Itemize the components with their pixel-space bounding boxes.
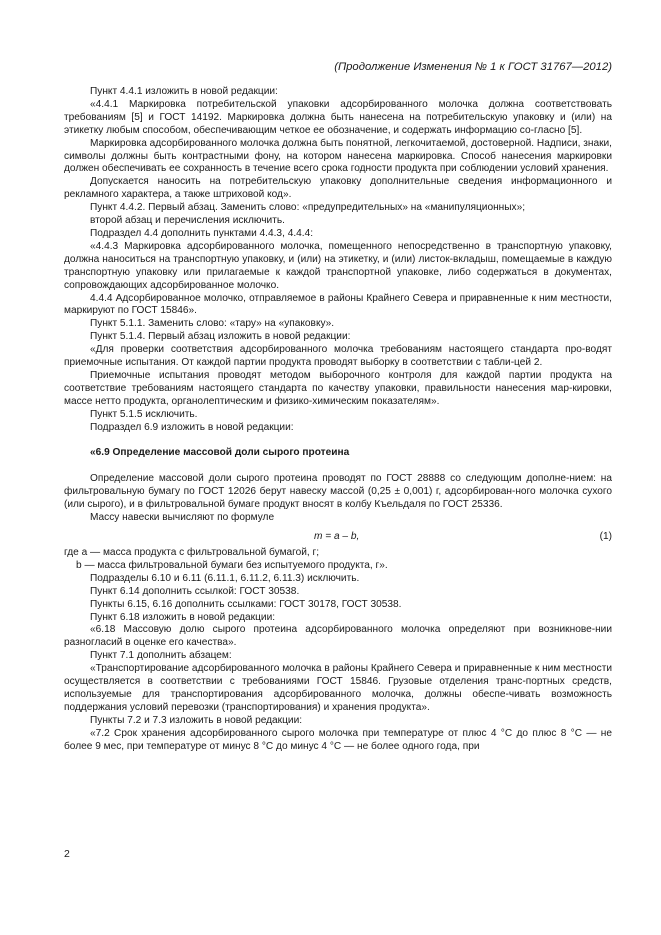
paragraph: Подразделы 6.10 и 6.11 (6.11.1, 6.11.2, 6.11.3) исключить.: [90, 572, 360, 584]
paragraph: 4.4.4 Адсорбированное молочко, отправляемое в районы Крайнего Севера и приравненные к ним местности, маркируют по ГОСТ 15846».: [64, 292, 612, 317]
paragraph: Пункт 6.14 дополнить ссылкой: ГОСТ 30538.: [90, 585, 300, 597]
paragraph: Пункты 6.15, 6.16 дополнить ссылками: ГОСТ 30178, ГОСТ 30538.: [90, 598, 402, 610]
paragraph: Пункт 7.1 дополнить абзацем:: [90, 650, 232, 662]
formula: [64, 531, 612, 545]
paragraph: Пункт 5.1.4. Первый абзац изложить в новой редакции:: [90, 331, 351, 343]
paragraph: Подраздел 6.9 изложить в новой редакции:: [90, 421, 294, 433]
formula-legend: b — масса фильтровальной бумаги без испытуемого продукта, г».: [76, 559, 388, 571]
spacer: [64, 460, 612, 473]
spacer: [64, 434, 612, 447]
paragraph: Пункт 4.4.1 изложить в новой редакции:: [90, 86, 278, 97]
paragraph: Массу навески вычисляют по формуле: [90, 512, 275, 524]
paragraph: Пункт 5.1.1. Заменить слово: «тару» на «упаковку».: [90, 318, 335, 330]
document-body: [64, 86, 612, 754]
paragraph: Пункт 4.4.2. Первый абзац. Заменить слово: «предупредительных» на «манипуляционных»;: [90, 202, 526, 214]
paragraph: Маркировка адсорбированного молочка должна быть понятной, легкочитаемой, достоверной. Надписи, знаки, символы должны быть контрастными фону, на котором нанесена маркировка. Способ нанесения маркировки должен обеспечивать ее сохранность в течение всего срока годности продукта при соблюдении условий хранения.: [64, 137, 612, 175]
section-heading: «6.9 Определение массовой доли сырого протеина: [90, 447, 350, 459]
formula-legend: где a — масса продукта с фильтровальной бумагой, г;: [64, 547, 320, 558]
paragraph: «Для проверки соответствия адсорбированного молочка требованиям настоящего стандарта про-водят приемочные испытания. От каждой партии продукта проводят выборку в соответствии с табли-цей 2.: [64, 344, 612, 369]
paragraph: «7.2 Срок хранения адсорбированного сырого молочка при температуре от плюс 4 °С до плюс 8 °С — не более 9 мес, при температуре от минус 8 °С до минус 4 °С — не более одного года, при: [64, 727, 612, 752]
paragraph: Приемочные испытания проводят методом выборочного контроля для каждой партии продукта на соответствие требованиям настоящего стандарта по качеству упаковки, правильности нанесения мар-кировки, массе нетто продукта, органолептическим и физико-химическим показателям».: [64, 369, 612, 407]
paragraph: «Транспортирование адсорбированного молочка в районы Крайнего Севера и приравненные к ним местности осуществляется в соответствии с требованиями ГОСТ 15846. Грузовые отделения транс-портных средств, используемые для транспортирования адсорбированного молочка, должны обеспе-чивать возможность поддержания условий перевозки (транспортирования) и хранения продукта».: [64, 663, 612, 713]
paragraph: «4.4.3 Маркировка адсорбированного молочка, помещенного непосредственно в транспортную упаковку, должна наноситься на транспортную упаковку, и (или) на этикетку, и (или) листок-вкладыш, помещаемые в каждую транспортную упаковку или прилагаемые к каждой транспортной упаковке, либо содержаться в документах, сопровождающих адсорбированное молочко.: [64, 240, 612, 291]
paragraph: второй абзац и перечисления исключить.: [90, 215, 285, 227]
page-number: 2: [64, 848, 70, 860]
running-header: (Продолжение Изменения № 1 к ГОСТ 31767—2012): [334, 61, 612, 73]
formula-number: (1): [599, 531, 612, 542]
paragraph: Пункты 7.2 и 7.3 изложить в новой редакции:: [90, 714, 303, 726]
paragraph: Определение массовой доли сырого протеина проводят по ГОСТ 28888 со следующим дополне-нием: на фильтровальную бумагу по ГОСТ 12026 берут навеску массой (0,25 ± 0,001) г, адсорбирован-ного молочка сухого (или сырого), и в фильтровальной бумаге продукт вносят в колбу Къельдаля по ГОСТ 25336.: [64, 473, 612, 511]
paragraph: «6.18 Массовую долю сырого протеина адсорбированного молочка определяют при возникнове-нии разногласий в оценке его качества».: [64, 624, 612, 649]
paragraph: Пункт 6.18 изложить в новой редакции:: [90, 611, 276, 623]
paragraph: Подраздел 4.4 дополнить пунктами 4.4.3, 4.4.4:: [90, 227, 314, 239]
formula-expression: m = a – b,: [314, 531, 360, 542]
paragraph: Пункт 5.1.5 исключить.: [90, 408, 198, 420]
paragraph: «4.4.1 Маркировка потребительской упаковки адсорбированного молочка должна соответствовать требованиям [5] и ГОСТ 14192. Маркировка должна быть нанесена на потребительскую упаковку и (или) на этикетку любым способом, обеспечивающим четкое ее обозначение, и содержать информацию со-гласно [5].: [64, 98, 612, 136]
paragraph: Допускается наносить на потребительскую упаковку дополнительные сведения информационного и рекламного характера, а также штриховой код».: [64, 176, 612, 201]
